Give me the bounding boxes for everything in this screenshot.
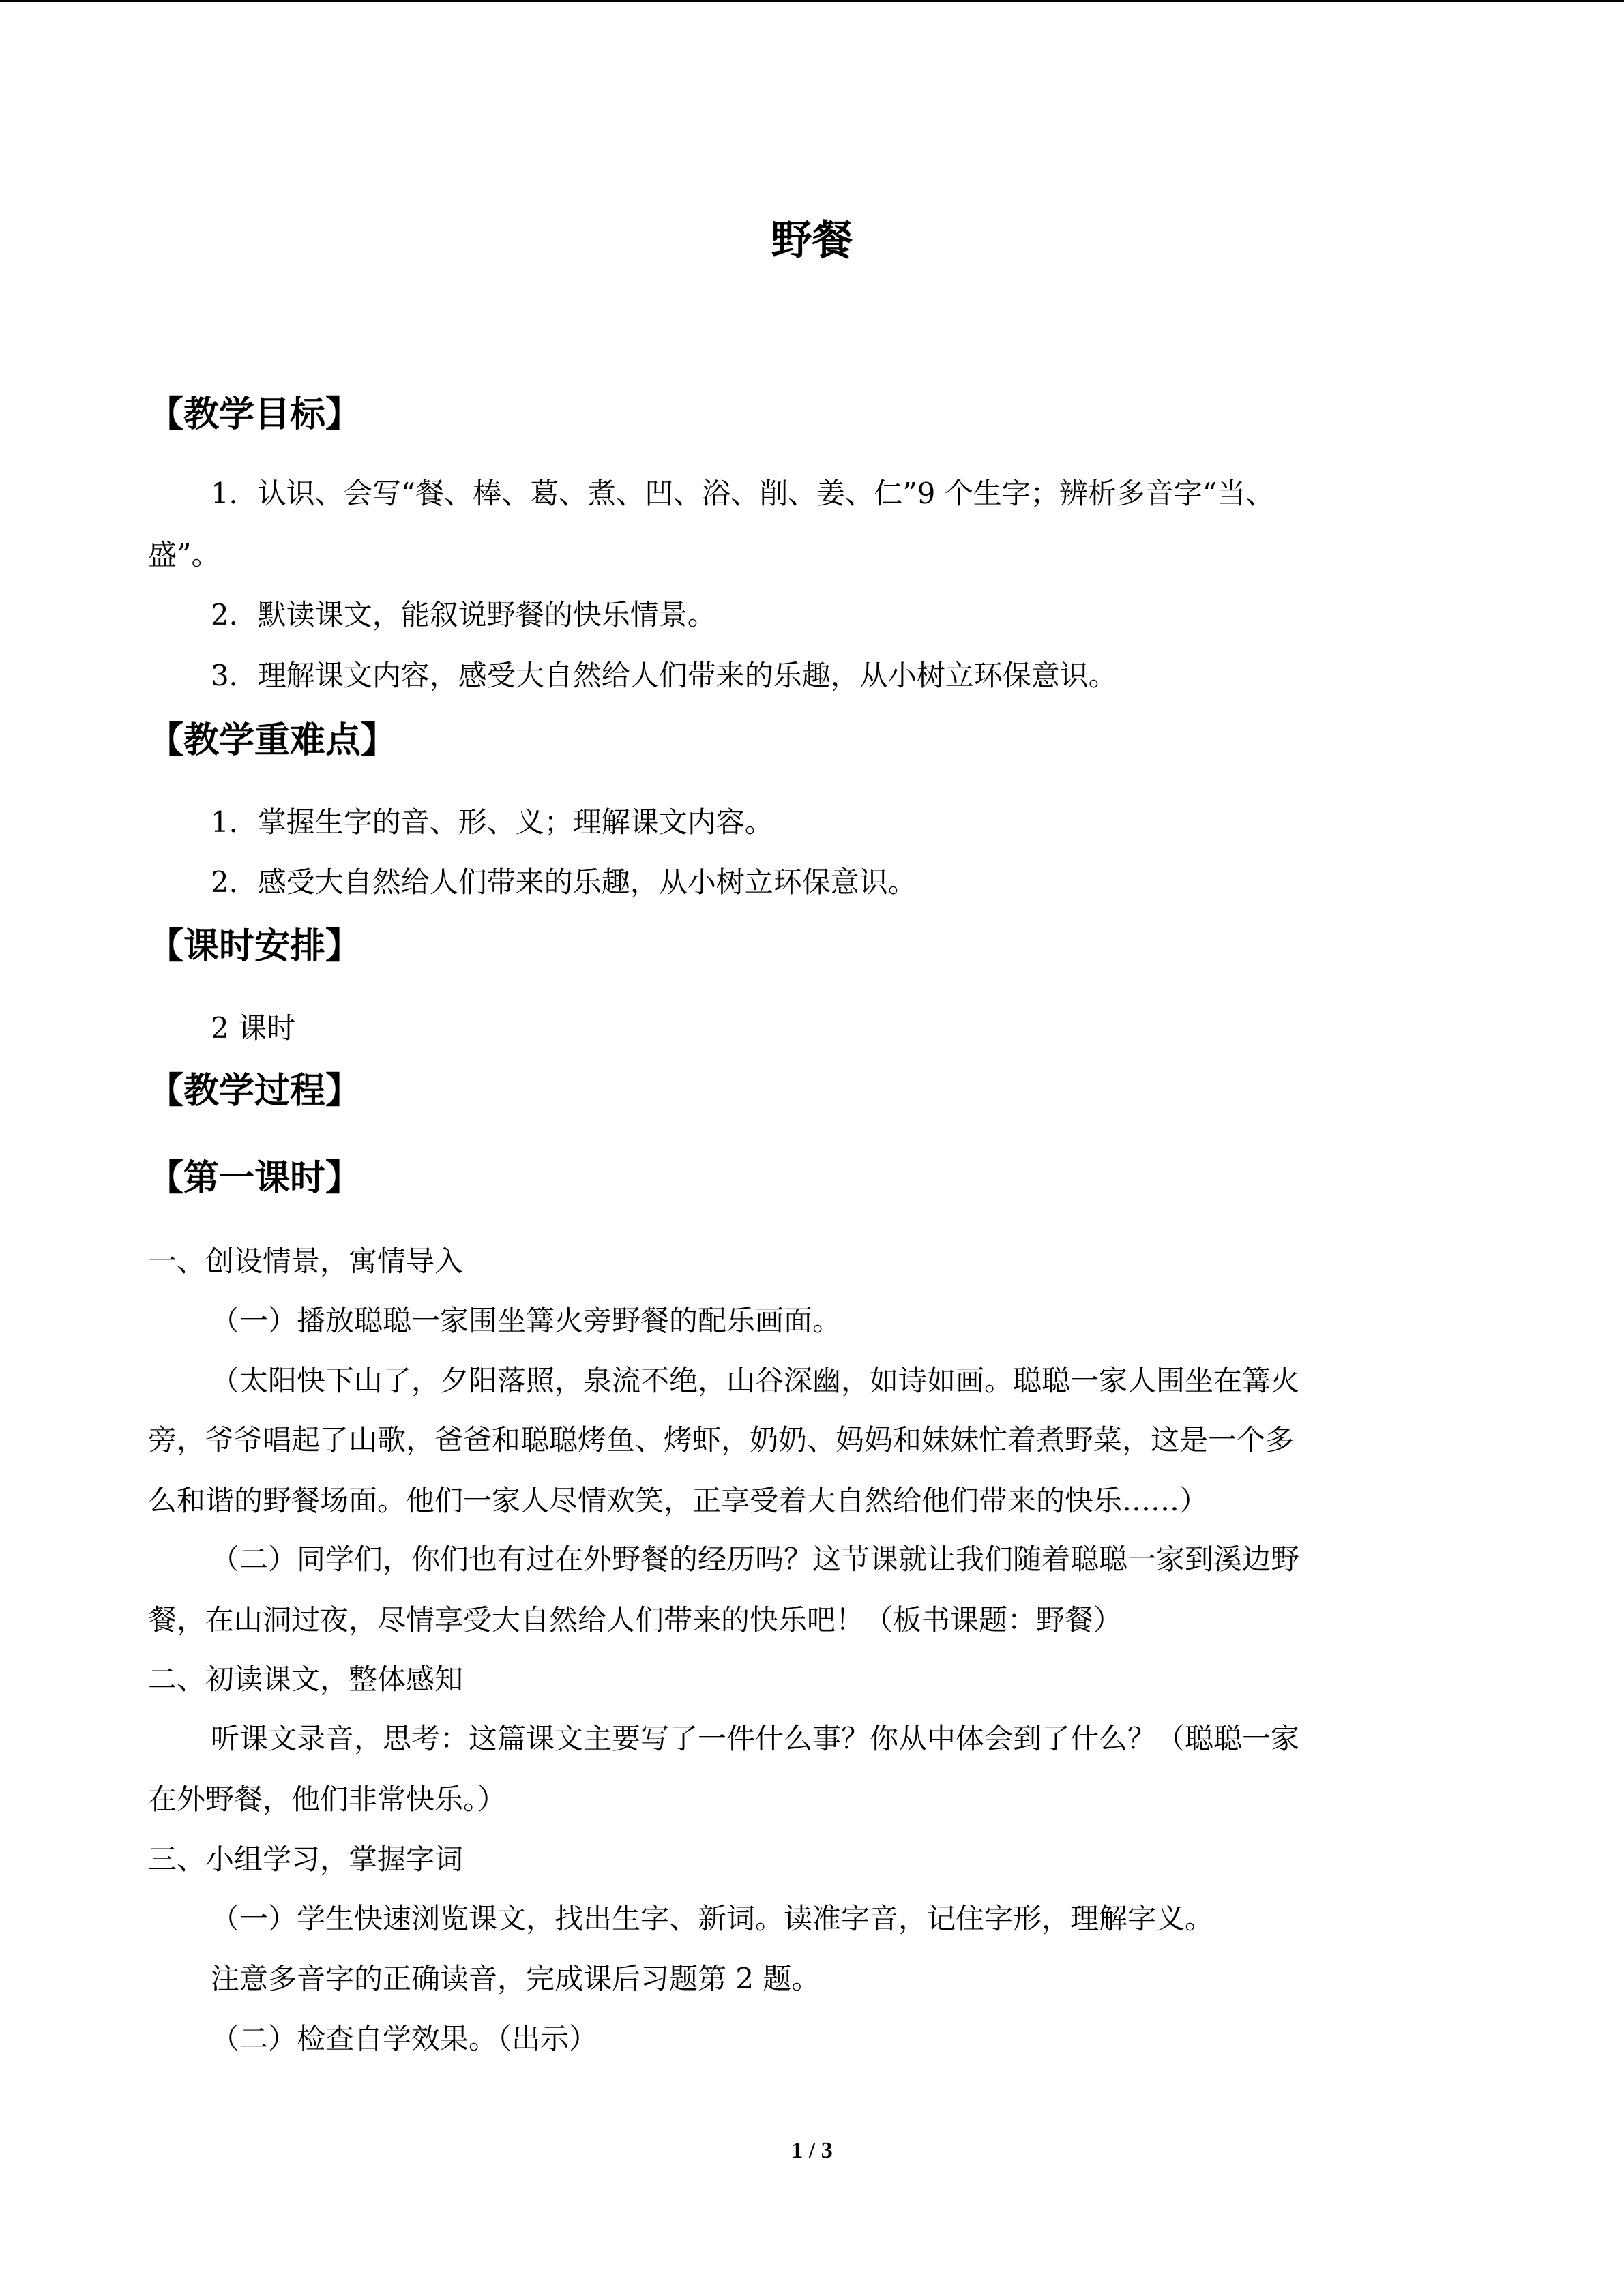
process-heading: 【教学过程】 xyxy=(148,1071,361,1112)
objective-1-line-2: 盛”。 xyxy=(148,538,220,571)
keypoints-heading: 【教学重难点】 xyxy=(148,720,397,761)
objective-3: 3．理解课文内容，感受大自然给人们带来的乐趣，从小树立环保意识。 xyxy=(211,659,1117,692)
step-2-title: 二、初读课文，整体感知 xyxy=(148,1663,464,1696)
keypoint-1: 1．掌握生字的音、形、义；理解课文内容。 xyxy=(211,805,773,839)
top-border-line xyxy=(0,0,1624,2)
step-3-paragraph-3: （二）检查自学效果。（出示） xyxy=(211,2022,598,2055)
step-1-paragraph-3-line-1: （二）同学们，你们也有过在外野餐的经历吗？这节课就让我们随着聪聪一家到溪边野 xyxy=(211,1542,1300,1576)
step-2-paragraph-1-line-1: 听课文录音，思考：这篇课文主要写了一件什么事？你从中体会到了什么？（聪聪一家 xyxy=(211,1722,1300,1755)
step-3-title: 三、小组学习，掌握字词 xyxy=(148,1843,464,1876)
objective-1-line-1: 1．认识、会写“餐、棒、葛、煮、凹、浴、削、姜、仁”9 个生字；辨析多音字“当、 xyxy=(211,477,1275,510)
objective-2: 2．默读课文，能叙说野餐的快乐情景。 xyxy=(211,598,716,631)
schedule-value: 2 课时 xyxy=(211,1011,296,1045)
step-1-paragraph-2-line-1: （太阳快下山了，夕阳落照，泉流不绝，山谷深幽，如诗如画。聪聪一家人围坐在篝火 xyxy=(211,1364,1300,1397)
step-1-paragraph-2-line-2: 旁，爷爷唱起了山歌，爸爸和聪聪烤鱼、烤虾，奶奶、妈妈和妹妹忙着煮野菜，这是一个多 xyxy=(148,1423,1295,1457)
step-1-paragraph-2-line-3: 么和谐的野餐场面。他们一家人尽情欢笑，正享受着大自然给他们带来的快乐……） xyxy=(148,1484,1209,1517)
step-1-title: 一、创设情景，寓情导入 xyxy=(148,1244,464,1278)
lesson-1-heading: 【第一课时】 xyxy=(148,1158,361,1199)
objectives-heading: 【教学目标】 xyxy=(148,394,361,435)
step-1-paragraph-3-line-2: 餐，在山洞过夜，尽情享受大自然给人们带来的快乐吧！（板书课题：野餐） xyxy=(148,1603,1123,1637)
page-number: 1 / 3 xyxy=(791,2138,833,2163)
step-2-paragraph-1-line-2: 在外野餐，他们非常快乐。） xyxy=(148,1783,507,1816)
step-1-paragraph-1: （一）播放聪聪一家围坐篝火旁野餐的配乐画面。 xyxy=(211,1304,842,1337)
schedule-heading: 【课时安排】 xyxy=(148,926,361,967)
page-title: 野餐 xyxy=(771,217,853,265)
step-3-paragraph-1: （一）学生快速浏览课文，找出生字、新词。读准字音，记住字形，理解字义。 xyxy=(211,1902,1214,1935)
keypoint-2: 2．感受大自然给人们带来的乐趣，从小树立环保意识。 xyxy=(211,865,917,899)
step-3-paragraph-2: 注意多音字的正确读音，完成课后习题第 2 题。 xyxy=(211,1962,821,1995)
